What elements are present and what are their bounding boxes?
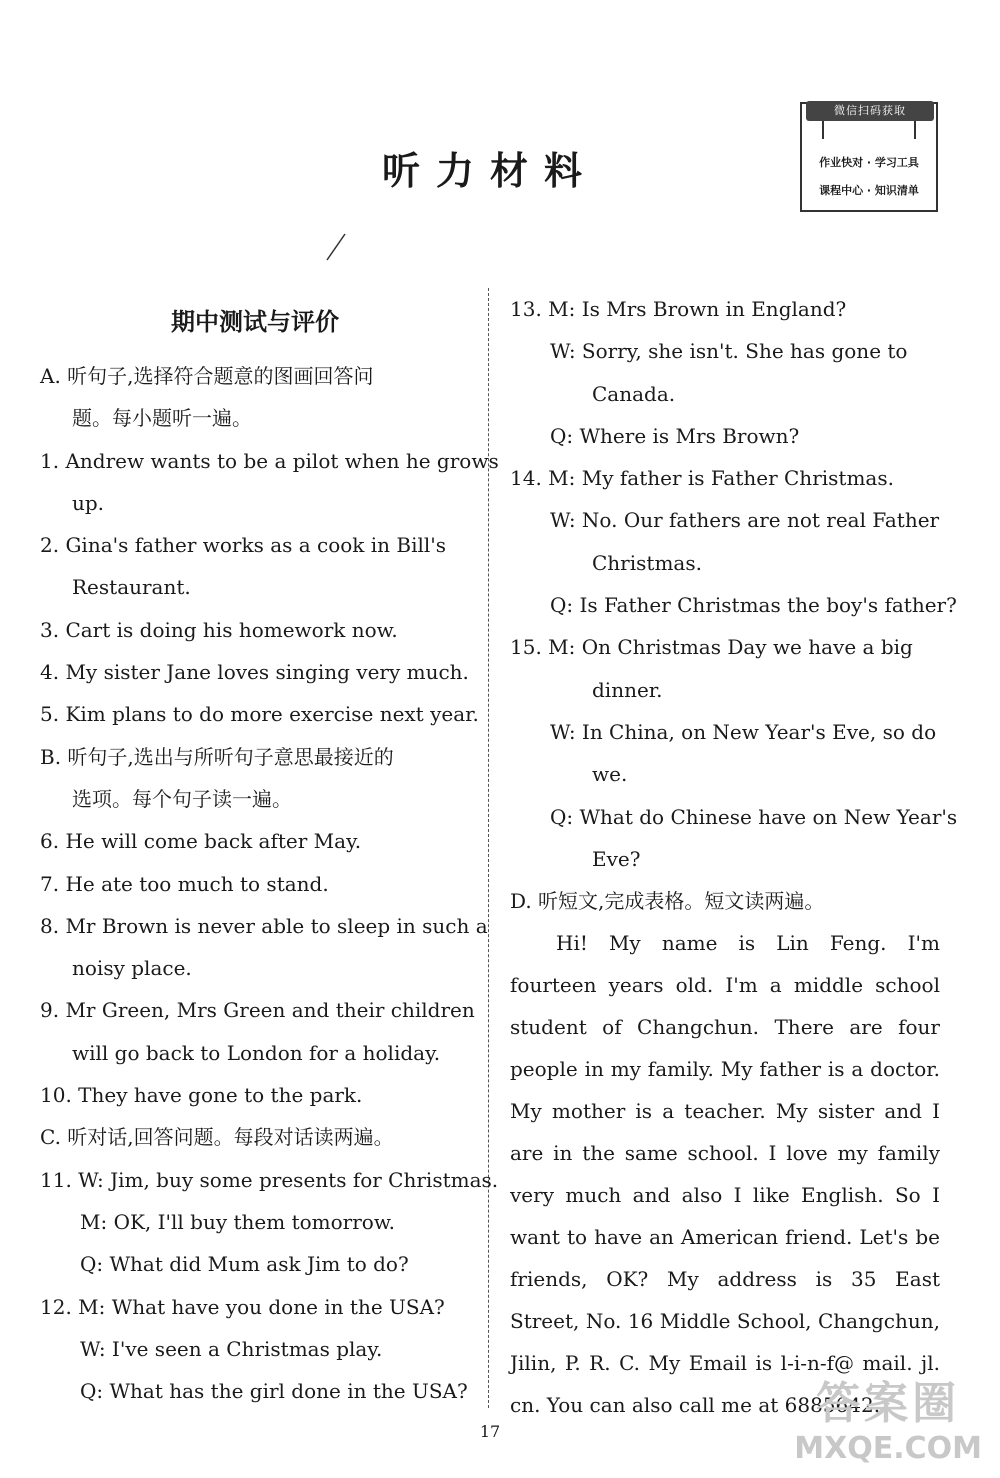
item-9: 9. Mr Green, Mrs Green and their children bbox=[40, 998, 475, 1023]
slash-mark bbox=[325, 232, 347, 262]
item-3: 3. Cart is doing his homework now. bbox=[40, 617, 398, 642]
item-13-w-cont: Canada. bbox=[592, 381, 676, 406]
instruction-b-cont: 选项。每个句子读一遍。 bbox=[72, 786, 292, 811]
item-11: 11. W: Jim, buy some presents for Christmas. bbox=[40, 1167, 499, 1192]
item-15: 15. M: On Christmas Day we have a big bbox=[510, 635, 913, 660]
item-15-q: Q: What do Chinese have on New Year's bbox=[550, 804, 958, 829]
qr-line-2: 课程中心 · 知识清单 bbox=[819, 184, 919, 197]
item-11-m: M: OK, I'll buy them tomorrow. bbox=[80, 1209, 395, 1234]
qr-header: 微信扫码获取 bbox=[806, 101, 934, 121]
left-column bbox=[40, 290, 499, 1412]
item-12-w: W: I've seen a Christmas play. bbox=[80, 1336, 383, 1361]
item-15-w: W: In China, on New Year's Eve, so do bbox=[550, 719, 937, 744]
watermark-url: MXQE.COM bbox=[794, 1431, 982, 1466]
item-7: 7. He ate too much to stand. bbox=[40, 871, 329, 896]
item-5: 5. Kim plans to do more exercise next year. bbox=[40, 702, 479, 727]
instruction-d: D. 听短文,完成表格。短文读两遍。 bbox=[510, 889, 825, 914]
item-10: 10. They have gone to the park. bbox=[40, 1083, 363, 1108]
item-13-q: Q: Where is Mrs Brown? bbox=[550, 423, 800, 448]
item-8-cont: noisy place. bbox=[72, 956, 192, 981]
item-12: 12. M: What have you done in the USA? bbox=[40, 1294, 445, 1319]
passage-text: Hi! My name is Lin Feng. I'm fourteen years old. I'm a middle school student of Changchun. There are four people in my family. My father is a doctor. My mother is a teacher. My sister and I are in the same school. I love my family very much and also I like English. So I want to have an American friend. Let's be friends, OK? My address is 35 East Street, No. 16 Middle School, Changchun, Jilin, P. R. C. My Email is l-i-n-f@ mail. jl. cn. You can also call me at 6885642. bbox=[510, 931, 940, 1418]
item-14: 14. M: My father is Father Christmas. bbox=[510, 466, 894, 491]
item-6: 6. He will come back after May. bbox=[40, 829, 362, 854]
section-title: 期中测试与评价 bbox=[171, 308, 339, 336]
item-2-cont: Restaurant. bbox=[72, 575, 191, 600]
pin-right bbox=[914, 121, 916, 139]
item-11-q: Q: What did Mum ask Jim to do? bbox=[80, 1252, 409, 1277]
passage-d bbox=[510, 922, 940, 1426]
item-15-m-cont: dinner. bbox=[592, 677, 663, 702]
watermark-cn: 答案圈 bbox=[816, 1378, 961, 1429]
item-1-cont: up. bbox=[72, 490, 105, 515]
qr-line-1: 作业快对 · 学习工具 bbox=[819, 156, 919, 169]
item-14-w-cont: Christmas. bbox=[592, 550, 702, 575]
pin-left bbox=[822, 121, 824, 139]
item-12-q: Q: What has the girl done in the USA? bbox=[80, 1379, 468, 1404]
qr-code-box[interactable] bbox=[800, 102, 938, 212]
item-9-cont: will go back to London for a holiday. bbox=[72, 1040, 441, 1065]
item-1: 1. Andrew wants to be a pilot when he grows bbox=[40, 448, 499, 473]
item-2: 2. Gina's father works as a cook in Bill's bbox=[40, 533, 447, 558]
item-13: 13. M: Is Mrs Brown in England? bbox=[510, 297, 847, 321]
item-15-q-cont: Eve? bbox=[592, 846, 641, 871]
page-title: 听力材料 bbox=[381, 149, 598, 193]
item-4: 4. My sister Jane loves singing very much. bbox=[40, 660, 469, 685]
instruction-c: C. 听对话,回答问题。每段对话读两遍。 bbox=[40, 1125, 394, 1150]
item-15-w-cont: we. bbox=[592, 762, 628, 787]
instruction-a: A. 听句子,选择符合题意的图画回答问 bbox=[40, 364, 374, 388]
page-number: 17 bbox=[479, 1422, 501, 1441]
right-column bbox=[510, 288, 958, 1426]
item-8: 8. Mr Brown is never able to sleep in such a bbox=[40, 913, 488, 938]
item-13-w: W: Sorry, she isn't. She has gone to bbox=[550, 339, 908, 364]
item-14-w: W: No. Our fathers are not real Father bbox=[550, 508, 940, 533]
instruction-a-cont: 题。每小题听一遍。 bbox=[72, 406, 252, 431]
instruction-b: B. 听句子,选出与所听句子意思最接近的 bbox=[40, 744, 394, 769]
item-14-q: Q: Is Father Christmas the boy's father? bbox=[550, 593, 957, 618]
watermark bbox=[794, 1367, 982, 1466]
